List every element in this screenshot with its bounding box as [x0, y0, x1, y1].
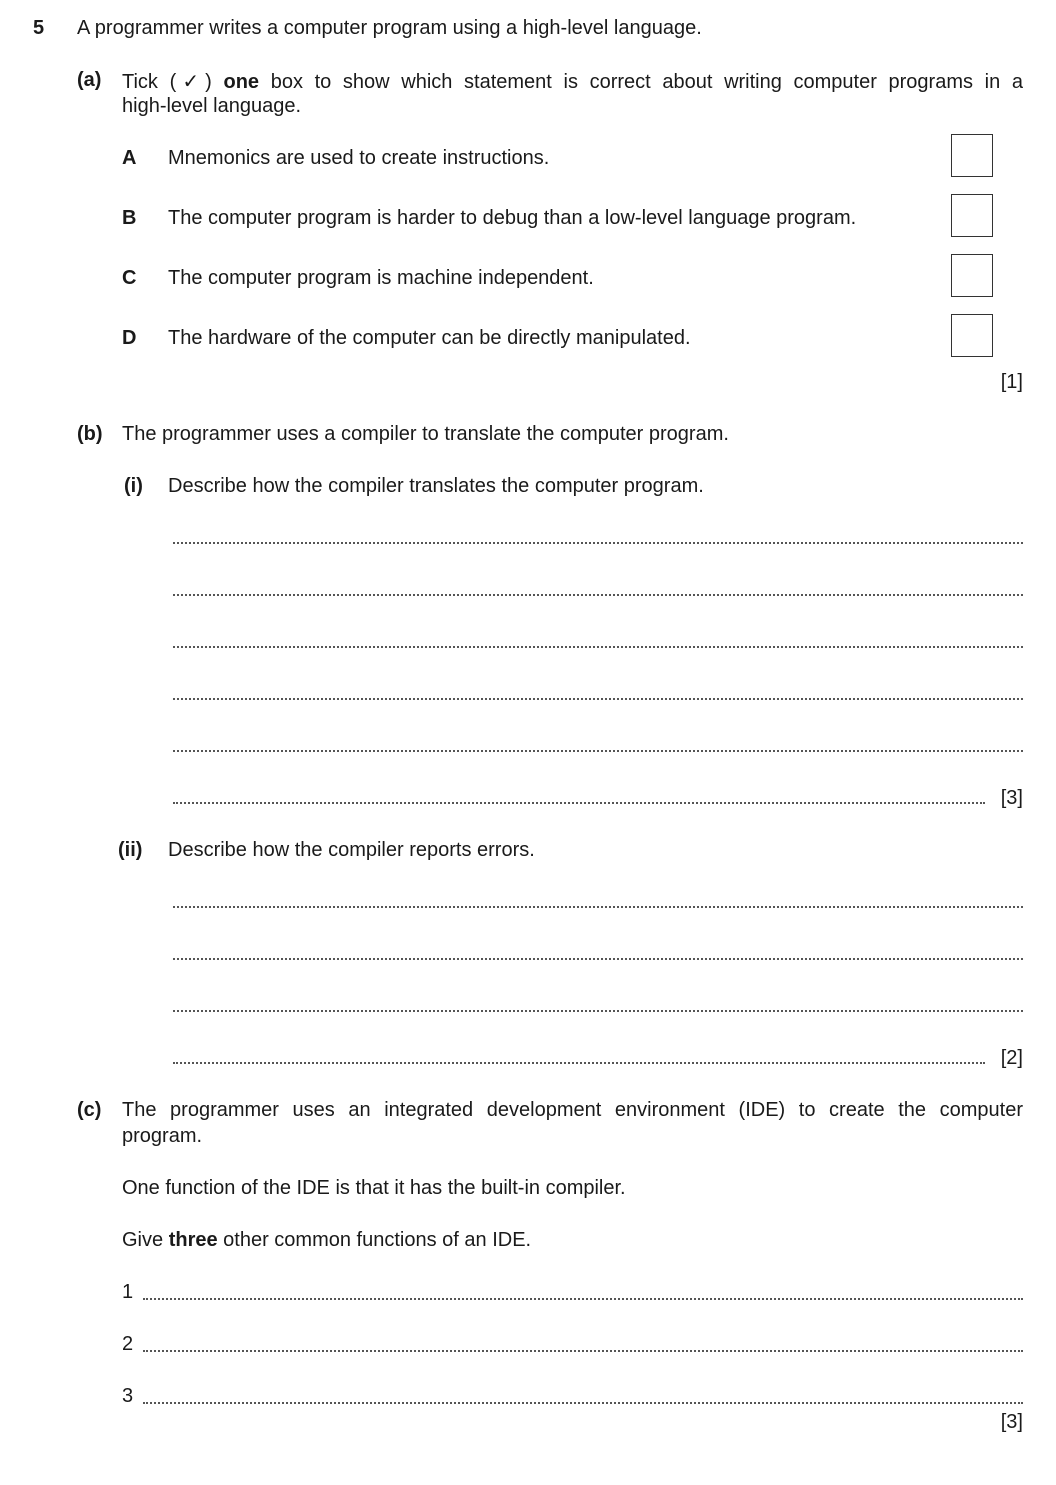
part-b-label: (b): [77, 423, 103, 445]
option-c-tickbox[interactable]: [951, 254, 993, 297]
answer-line[interactable]: [143, 1402, 1023, 1404]
option-b-tickbox[interactable]: [951, 194, 993, 237]
question-stem: A programmer writes a computer program using a high-level language.: [77, 17, 702, 39]
answer-line[interactable]: [173, 646, 1023, 648]
question-number: 5: [33, 17, 45, 39]
part-a-instruction-pre: Tick (✓): [122, 71, 212, 93]
part-b-i-prompt: Describe how the compiler translates the computer program.: [168, 475, 704, 497]
part-b-intro: The programmer uses a compiler to translate the computer program.: [122, 423, 729, 445]
option-c-letter: C: [122, 267, 137, 289]
answer-line[interactable]: [173, 594, 1023, 596]
answer-number: 3: [122, 1385, 134, 1407]
answer-line[interactable]: [173, 1062, 985, 1064]
answer-line[interactable]: [173, 542, 1023, 544]
part-b-i-label: (i): [124, 475, 143, 497]
option-b-letter: B: [122, 207, 137, 229]
answer-line[interactable]: [173, 1010, 1023, 1012]
part-c-marks: [3]: [1000, 1411, 1023, 1433]
part-a-instruction-bold: one: [223, 71, 260, 93]
part-c-instruction-bold: three: [168, 1229, 218, 1251]
part-a-instruction-line1: [122, 69, 1023, 94]
part-c-instruction-post: other common functions of an IDE.: [223, 1229, 532, 1251]
part-b-ii-marks: [2]: [1000, 1047, 1023, 1069]
answer-number: 1: [122, 1281, 134, 1303]
answer-line[interactable]: [143, 1298, 1023, 1300]
part-b-ii-label: (ii): [118, 839, 143, 861]
option-a-tickbox[interactable]: [951, 134, 993, 177]
part-c-instruction-pre: Give: [122, 1229, 164, 1251]
part-c-context: One function of the IDE is that it has the built-in compiler.: [122, 1177, 626, 1199]
option-a-letter: A: [122, 147, 137, 169]
part-a-label: (a): [77, 69, 102, 91]
answer-line[interactable]: [173, 958, 1023, 960]
option-c-text: The computer program is machine independent.: [168, 267, 594, 289]
part-b-i-marks: [3]: [1000, 787, 1023, 809]
answer-number: 2: [122, 1333, 134, 1355]
part-c-label: (c): [77, 1099, 102, 1121]
part-a-instruction-line2: high-level language.: [122, 95, 302, 117]
part-b-ii-prompt: Describe how the compiler reports errors.: [168, 839, 535, 861]
option-d-tickbox[interactable]: [951, 314, 993, 357]
part-c-intro-line2: program.: [122, 1125, 203, 1147]
part-c-intro-line1: The programmer uses an integrated development environment (IDE) to create the computer: [122, 1099, 1023, 1121]
option-d-text: The hardware of the computer can be directly manipulated.: [168, 327, 691, 349]
answer-line[interactable]: [173, 802, 985, 804]
part-c-instruction: [122, 1229, 531, 1252]
answer-line[interactable]: [173, 698, 1023, 700]
option-a-text: Mnemonics are used to create instructions.: [168, 147, 550, 169]
answer-line[interactable]: [173, 750, 1023, 752]
option-d-letter: D: [122, 327, 137, 349]
part-a-marks: [1]: [1000, 371, 1023, 393]
answer-line[interactable]: [173, 906, 1023, 908]
part-a-instruction-post: box to show which statement is correct about writing computer programs in a: [270, 71, 1023, 93]
answer-line[interactable]: [143, 1350, 1023, 1352]
option-b-text: The computer program is harder to debug than a low-level language program.: [168, 207, 857, 229]
